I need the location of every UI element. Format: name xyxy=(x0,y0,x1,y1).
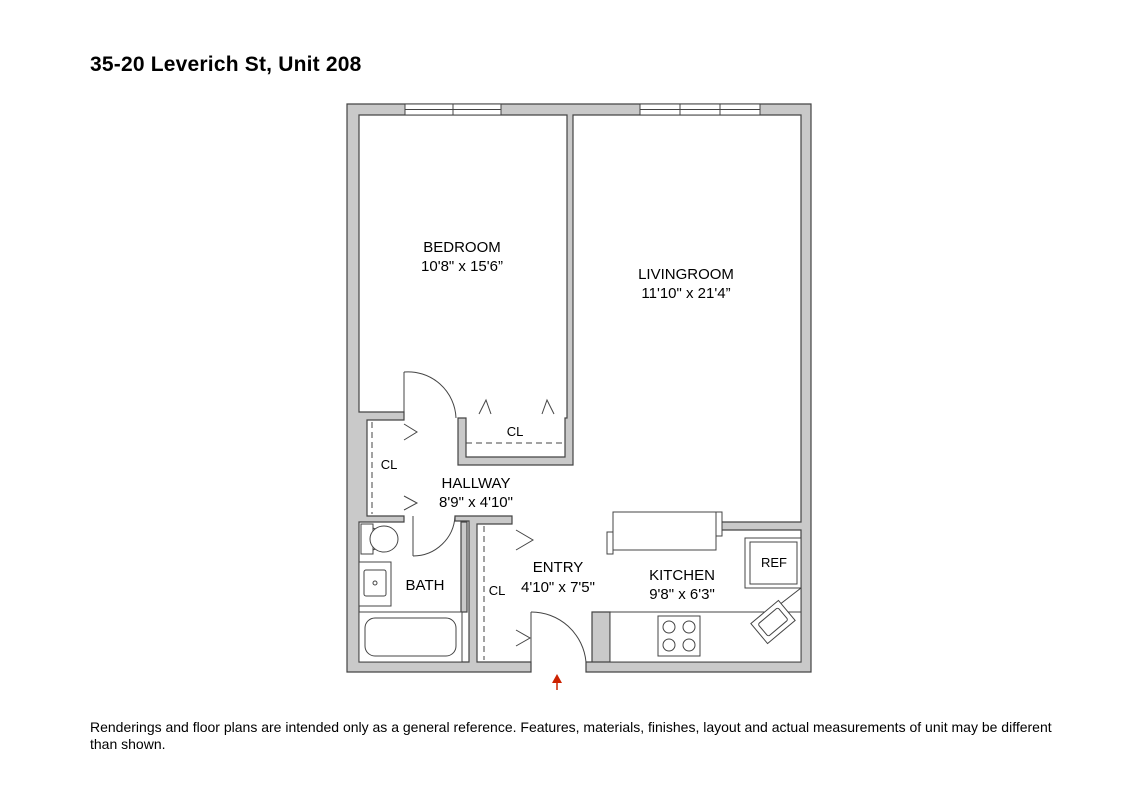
entry-arrow-icon xyxy=(552,674,562,690)
hallway-name: HALLWAY xyxy=(441,475,511,492)
bath-name: BATH xyxy=(405,577,445,594)
entry-dims: 4'10" x 7'5" xyxy=(521,579,595,596)
bedroom-dims: 10'8" x 15'6” xyxy=(421,258,503,275)
hallway-dims: 8'9" x 4'10" xyxy=(439,494,513,511)
kitchen-name: KITCHEN xyxy=(649,567,715,584)
bedroom-window xyxy=(405,104,501,115)
stove xyxy=(658,616,700,656)
kitchen-dims: 9'8" x 6'3" xyxy=(649,586,715,603)
hall-closet-label: CL xyxy=(380,457,398,472)
kitchen-bar xyxy=(607,512,722,554)
entry-name: ENTRY xyxy=(532,559,584,576)
entry-door xyxy=(531,612,586,672)
livingroom-name: LIVINGROOM xyxy=(638,266,734,283)
bedroom-name: BEDROOM xyxy=(423,239,501,256)
bedroom-closet-label: CL xyxy=(506,424,524,439)
livingroom-window xyxy=(640,104,760,115)
livingroom-dims: 11'10" x 21'4” xyxy=(641,285,731,302)
disclaimer-text: Renderings and floor plans are intended only as a general reference. Features, materials, finishes, layout and actual measurements of unit may be different than shown. xyxy=(90,719,1052,752)
bedroom-door xyxy=(404,372,456,420)
bath-door xyxy=(413,516,455,556)
ref-label: REF xyxy=(761,555,787,570)
toilet xyxy=(361,524,398,554)
bathtub xyxy=(359,612,462,662)
bath-sink xyxy=(359,562,391,606)
entry-closet-label: CL xyxy=(488,583,506,598)
plan-title: 35-20 Leverich St, Unit 208 xyxy=(90,53,362,76)
